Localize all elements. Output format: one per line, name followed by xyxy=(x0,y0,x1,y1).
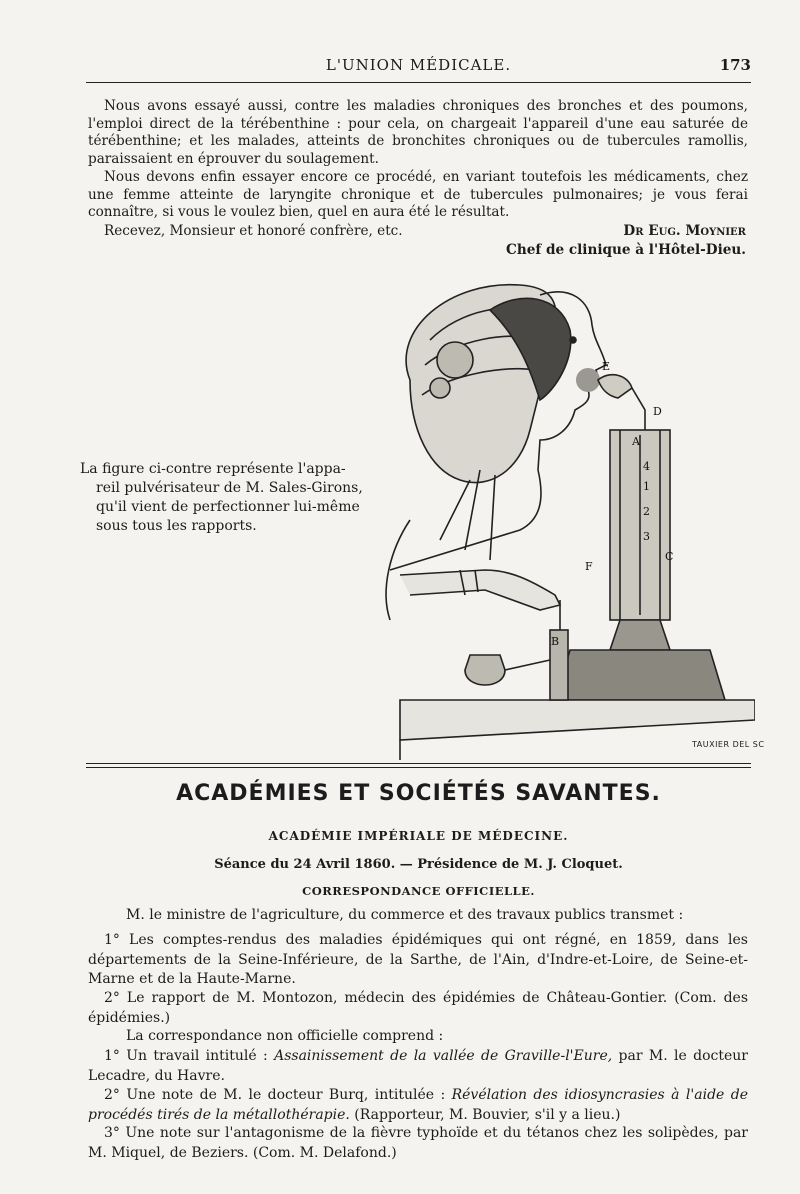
correspondence-heading: CORRESPONDANCE OFFICIELLE. xyxy=(302,884,535,898)
scale-4: 4 xyxy=(643,460,650,473)
label-d: D xyxy=(653,405,662,418)
item2-prefix: 2° Une note de M. le docteur Burq, intitulée : xyxy=(104,1087,452,1103)
intro-paragraph-1: Nous avons essayé aussi, contre les maladies chroniques des bronches et des poumons, l'emploi direct de la térébenthine : pour cela, on chargeait l'appareil d'une eau saturée de térébenthine; et les malades, atteints de bronchites chroniques ou de tubercules ramollis, paraissaient en éprouver du soulagement. xyxy=(88,98,748,167)
author-signature: Dr Eug. Moynier xyxy=(623,223,746,239)
unofficial-item-2 xyxy=(88,1086,748,1125)
pulverizer-illustration xyxy=(370,270,755,760)
official-item-2: 2° Le rapport de M. Montozon, médecin des épidémies de Château-Gontier. (Com. des épidémies.) xyxy=(88,990,748,1026)
academy-heading: ACADÉMIE IMPÉRIALE DE MÉDECINE. xyxy=(268,829,569,843)
caption-line: La figure ci-contre représente l'appa- xyxy=(80,461,346,477)
scale-1: 1 xyxy=(643,480,650,493)
caption-line: reil pulvérisateur de M. Sales-Girons, xyxy=(96,480,363,496)
item2-suffix: (Rapporteur, M. Bouvier, s'il y a lieu.) xyxy=(349,1106,621,1123)
author-title: Chef de clinique à l'Hôtel-Dieu. xyxy=(506,242,746,258)
unofficial-intro: La correspondance non officielle comprend : xyxy=(126,1028,444,1044)
page-number: 173 xyxy=(719,56,751,74)
session-heading: Séance du 24 Avril 1860. — Présidence de M. J. Cloquet. xyxy=(214,857,623,872)
section-title: ACADÉMIES ET SOCIÉTÉS SAVANTES. xyxy=(176,781,661,806)
journal-title: L'UNION MÉDICALE. xyxy=(325,56,512,74)
scale-3: 3 xyxy=(643,530,650,543)
item2-title: Révélation des idiosyncrasies à l'aide de procédés tirés de la métallothérapie. xyxy=(88,1087,748,1123)
header-rule xyxy=(86,82,751,83)
label-c: C xyxy=(665,550,674,563)
caption-line: qu'il vient de perfectionner lui-même xyxy=(96,499,360,515)
running-head xyxy=(86,56,751,78)
section-rule-bottom xyxy=(86,767,751,768)
figure-caption xyxy=(80,460,365,536)
engraver-credit: TAUXIER DEL SC xyxy=(692,740,765,749)
label-b: B xyxy=(551,635,560,648)
label-f: F xyxy=(585,560,593,573)
item1-title: Assainissement de la vallée de Graville-l'Eure, xyxy=(274,1048,613,1064)
official-intro: M. le ministre de l'agriculture, du commerce et des travaux publics transmet : xyxy=(126,907,684,923)
item1-suffix: par M. le docteur Lecadre, du Havre. xyxy=(88,1048,749,1084)
scale-2: 2 xyxy=(643,505,650,518)
salutation: Recevez, Monsieur et honoré confrère, etc. xyxy=(104,223,403,239)
item1-prefix: 1° Un travail intitulé : xyxy=(104,1048,275,1064)
unofficial-item-3: 3° Une note sur l'antagonisme de la fièvre typhoïde et du tétanos chez les solipèdes, par M. Miquel, de Beziers. (Com. M. Delafond.) xyxy=(88,1125,748,1161)
label-e: E xyxy=(602,360,611,373)
unofficial-item-1 xyxy=(88,1047,748,1086)
official-item-1: 1° Les comptes-rendus des maladies épidémiques qui ont régné, en 1859, dans les départements de la Seine-Inférieure, de la Sarthe, de l'Ain, d'Indre-et-Loire, de Seine-et-Marne et de la Haute-Marne. xyxy=(88,932,748,987)
caption-line: sous tous les rapports. xyxy=(96,518,257,534)
label-a: A xyxy=(632,435,640,448)
intro-paragraph-2: Nous devons enfin essayer encore ce procédé, en variant toutefois les médicaments, chez une femme atteinte de laryngite chronique et de tubercules pulmonaires; je vous ferai connaître, si vous le voulez bien, quel en aura été le résultat. xyxy=(88,169,748,221)
section-rule-top xyxy=(86,763,751,764)
